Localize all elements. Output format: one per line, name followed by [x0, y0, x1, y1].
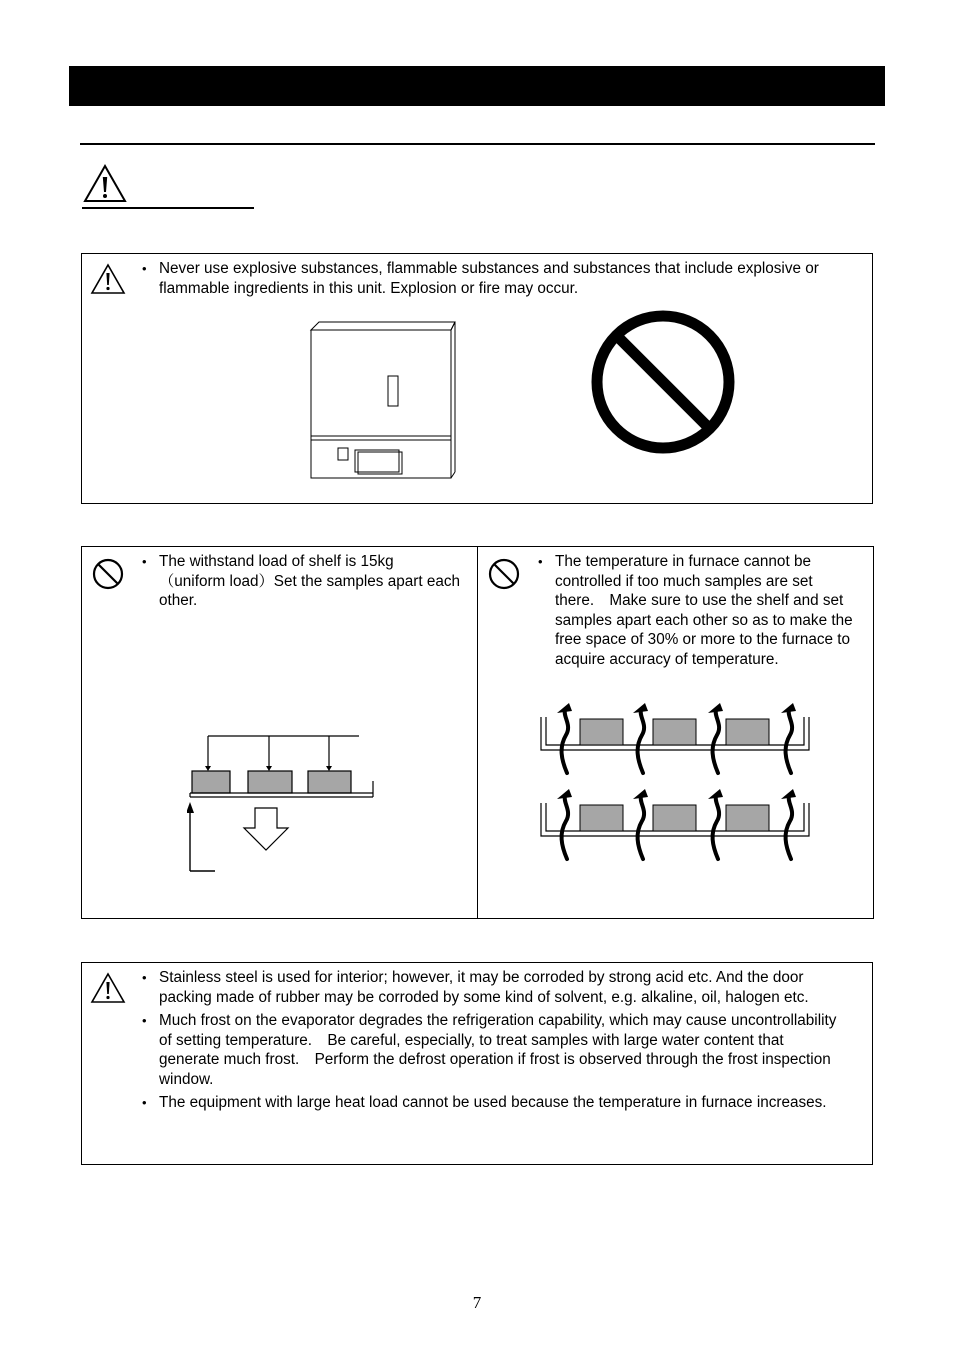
temperature-control-list: [538, 552, 854, 669]
airflow-shelf-diagram: [539, 703, 815, 863]
notes-caution-box: [81, 962, 873, 1165]
section-heading-underline: [82, 207, 254, 209]
list-item: • The temperature in furnace cannot be controlled if too much samples are set there. Make sure to use the shelf and set samples apart each other so as to make the free space of 30% or more to the furnace to acquire accuracy of temperature.: [538, 552, 854, 669]
shelf-load-list: [142, 552, 462, 611]
list-item: • Stainless steel is used for interior; however, it may be corroded by strong acid etc. And the door packing made of rubber may be corroded by some kind of solvent, e.g. alkaline, oil, halogen etc.: [142, 968, 842, 1007]
oven-unit-illustration: [309, 320, 459, 482]
shelf-load-diagram: [187, 731, 377, 873]
caution-triangle-icon: [90, 263, 126, 295]
list-item: • The withstand load of shelf is 15kg （uniform load）Set the samples apart each other.: [142, 552, 462, 611]
caution-list: [142, 259, 842, 298]
header-bar: [69, 66, 885, 106]
page-number: 7: [472, 1293, 482, 1312]
notes-list: [142, 968, 842, 1117]
list-item: • Never use explosive substances, flammable substances and substances that include explosive or flammable ingredients in this unit. Explosion or fire may occur.: [142, 259, 842, 298]
list-item: • Much frost on the evaporator degrades the refrigeration capability, which may cause uncontrollability of setting temperature. Be careful, especially, to treat samples with large water content that generate much frost. Perform the defrost operation if frost is observed through the frost inspection window.: [142, 1011, 842, 1089]
prohibition-icon: [91, 557, 125, 591]
prohibition-icon: [487, 557, 521, 591]
column-divider: [477, 547, 478, 918]
caution-triangle-icon: [90, 972, 126, 1004]
caution-box-explosives: [81, 253, 873, 504]
list-item: • The equipment with large heat load cannot be used because the temperature in furnace increases.: [142, 1093, 842, 1113]
horizontal-rule: [80, 143, 875, 145]
prohibition-sign-icon: [588, 308, 738, 456]
warning-triangle-icon: [82, 163, 128, 203]
shelf-caution-box: [81, 546, 874, 919]
